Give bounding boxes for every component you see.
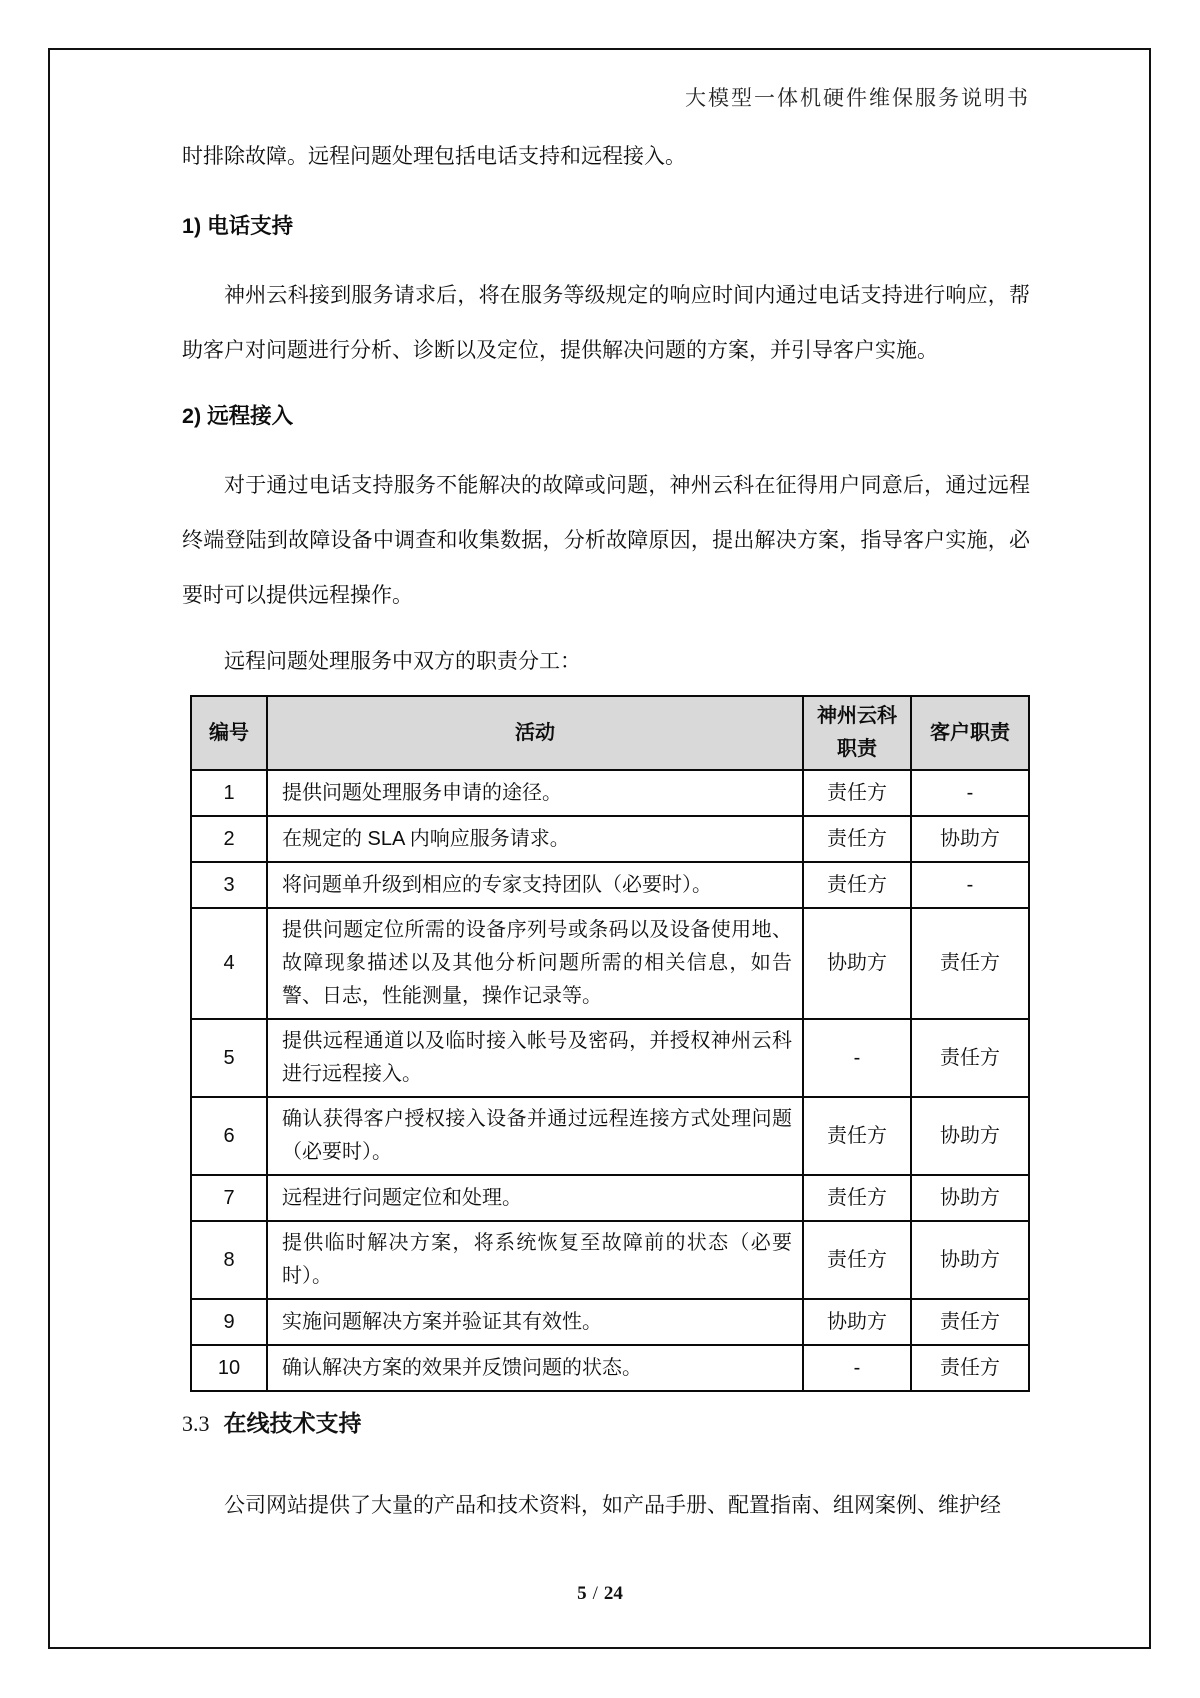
table-row	[191, 1175, 1029, 1221]
vendor-role-cell: -	[803, 1345, 911, 1391]
intro-paragraph: 时排除故障。远程问题处理包括电话支持和远程接入。	[182, 145, 686, 168]
customer-role-cell: 协助方	[911, 1175, 1029, 1221]
activity-cell: 确认解决方案的效果并反馈问题的状态。	[267, 1345, 803, 1391]
customer-role-cell: 协助方	[911, 816, 1029, 862]
page-footer	[0, 1583, 1200, 1605]
document-title: 大模型一体机硬件维保服务说明书	[685, 86, 1030, 110]
phone-support-paragraph: 神州云科接到服务请求后，将在服务等级规定的响应时间内通过电话支持进行响应，帮助客户对问题进行分析、诊断以及定位，提供解决问题的方案，并引导客户实施。	[182, 284, 1030, 362]
vendor-role-cell: 责任方	[803, 1221, 911, 1299]
customer-role-cell: 协助方	[911, 1221, 1029, 1299]
table-row	[191, 1299, 1029, 1345]
vendor-role-cell: -	[803, 1019, 911, 1097]
section-title: 在线技术支持	[223, 1410, 362, 1436]
activity-cell: 将问题单升级到相应的专家支持团队（必要时）。	[267, 862, 803, 908]
customer-role-cell: 责任方	[911, 1299, 1029, 1345]
vendor-role-cell: 责任方	[803, 816, 911, 862]
column-header-activity: 活动	[267, 696, 803, 770]
customer-role-cell: 责任方	[911, 1345, 1029, 1391]
phone-support-heading: 1) 电话支持	[182, 214, 294, 238]
row-number-cell: 8	[191, 1221, 267, 1299]
activity-cell: 提供问题定位所需的设备序列号或条码以及设备使用地、故障现象描述以及其他分析问题所需的相关信息，如告警、日志，性能测量，操作记录等。	[267, 908, 803, 1019]
customer-role-cell: -	[911, 770, 1029, 816]
vendor-role-cell: 协助方	[803, 1299, 911, 1345]
table-row	[191, 908, 1029, 1019]
responsibility-table	[190, 695, 1030, 1392]
column-header-customer-role: 客户职责	[911, 696, 1029, 770]
row-number-cell: 7	[191, 1175, 267, 1221]
section-heading	[182, 1408, 362, 1439]
vendor-role-cell: 责任方	[803, 1175, 911, 1221]
row-number-cell: 3	[191, 862, 267, 908]
column-header-number: 编号	[191, 696, 267, 770]
table-row	[191, 862, 1029, 908]
customer-role-cell: 责任方	[911, 908, 1029, 1019]
table-header-row	[191, 696, 1029, 770]
table-row	[191, 1097, 1029, 1175]
vendor-role-cell: 责任方	[803, 862, 911, 908]
table-row	[191, 1221, 1029, 1299]
row-number-cell: 9	[191, 1299, 267, 1345]
activity-cell: 提供远程通道以及临时接入帐号及密码，并授权神州云科进行远程接入。	[267, 1019, 803, 1097]
row-number-cell: 5	[191, 1019, 267, 1097]
remote-access-paragraph: 对于通过电话支持服务不能解决的故障或问题，神州云科在征得用户同意后，通过远程终端登陆到故障设备中调查和收集数据，分析故障原因，提出解决方案，指导客户实施，必要时可以提供远程操作。	[182, 474, 1030, 607]
table-row	[191, 770, 1029, 816]
activity-cell: 确认获得客户授权接入设备并通过远程连接方式处理问题（必要时）。	[267, 1097, 803, 1175]
page-number-total: 24	[603, 1583, 623, 1604]
row-number-cell: 4	[191, 908, 267, 1019]
vendor-role-cell: 协助方	[803, 908, 911, 1019]
table-row	[191, 816, 1029, 862]
row-number-cell: 1	[191, 770, 267, 816]
remote-access-heading: 2) 远程接入	[182, 404, 294, 428]
page-number-current: 5	[577, 1583, 587, 1604]
row-number-cell: 2	[191, 816, 267, 862]
table-row	[191, 1345, 1029, 1391]
vendor-role-cell: 责任方	[803, 770, 911, 816]
activity-cell: 在规定的 SLA 内响应服务请求。	[267, 816, 803, 862]
activity-cell: 提供问题处理服务申请的途径。	[267, 770, 803, 816]
online-support-paragraph: 公司网站提供了大量的产品和技术资料，如产品手册、配置指南、组网案例、维护经	[224, 1494, 1001, 1517]
customer-role-cell: 责任方	[911, 1019, 1029, 1097]
activity-cell: 实施问题解决方案并验证其有效性。	[267, 1299, 803, 1345]
table-row	[191, 1019, 1029, 1097]
section-number: 3.3	[182, 1411, 210, 1436]
column-header-vendor-role: 神州云科职责	[803, 696, 911, 770]
activity-cell: 提供临时解决方案，将系统恢复至故障前的状态（必要时）。	[267, 1221, 803, 1299]
table-leadin: 远程问题处理服务中双方的职责分工：	[224, 650, 581, 673]
row-number-cell: 10	[191, 1345, 267, 1391]
page-number-separator: /	[592, 1583, 598, 1604]
activity-cell: 远程进行问题定位和处理。	[267, 1175, 803, 1221]
customer-role-cell: 协助方	[911, 1097, 1029, 1175]
customer-role-cell: -	[911, 862, 1029, 908]
vendor-role-cell: 责任方	[803, 1097, 911, 1175]
row-number-cell: 6	[191, 1097, 267, 1175]
